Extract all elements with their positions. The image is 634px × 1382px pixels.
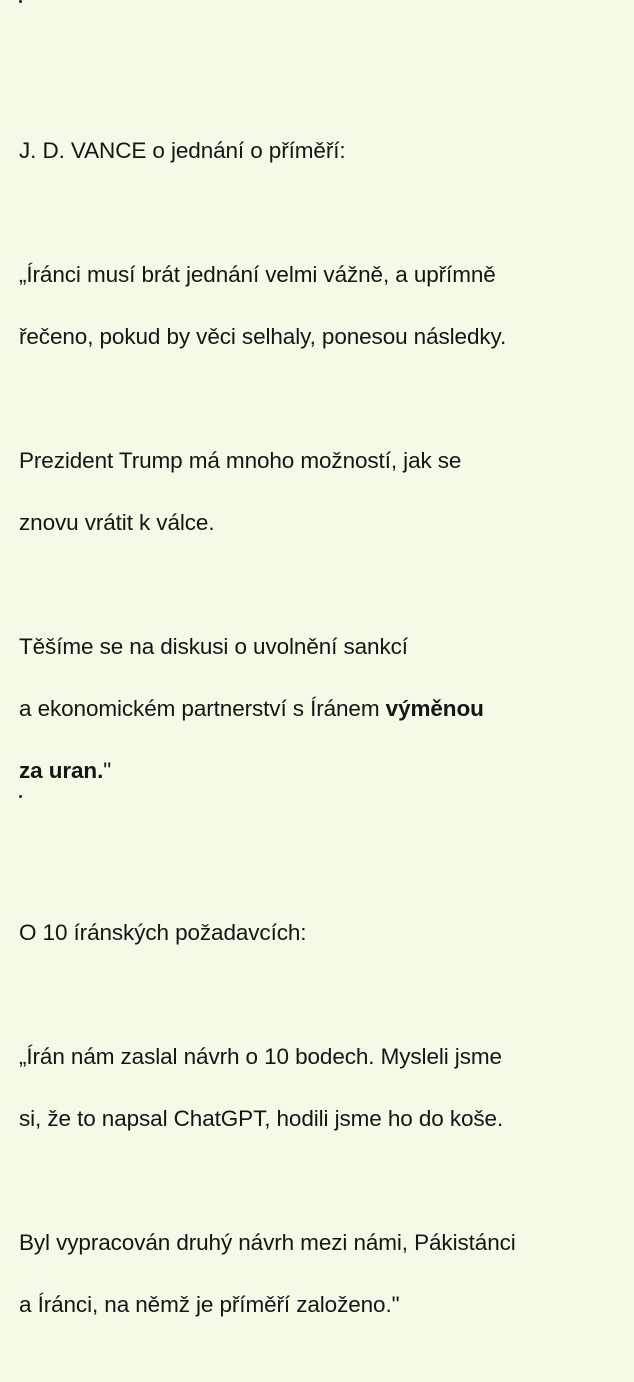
vance-heading-text: J. D. VANCE o jednání o příměří:	[19, 138, 346, 163]
quote-1-line-1: „Íránci musí brát jednání velmi vážně, a upřímně	[19, 262, 496, 287]
post-text	[19, 104, 624, 1382]
sanctions-line-3-quote: "	[103, 758, 112, 783]
top-dot	[19, 0, 22, 3]
quote-2-line-2: si, že to napsal ChatGPT, hodili jsme ho do koše.	[19, 1106, 504, 1131]
quote-1-line-2: řečeno, pokud by věci selhaly, ponesou následky.	[19, 324, 507, 349]
sanctions-paragraph	[19, 600, 624, 817]
proposal-paragraph	[19, 1196, 624, 1351]
demands-heading-text: O 10 íránských požadavcích:	[19, 920, 307, 945]
sanctions-line-1: Těšíme se na diskusi o uvolnění sankcí	[19, 634, 408, 659]
section-gap	[19, 848, 624, 886]
trump-paragraph	[19, 414, 624, 569]
quote-paragraph-2	[19, 1010, 624, 1165]
sanctions-line-2-bold: výměnou	[385, 696, 484, 721]
demands-heading	[19, 886, 624, 979]
vance-heading	[19, 104, 624, 197]
sanctions-line-2	[19, 693, 624, 724]
trump-line-2: znovu vrátit k válce.	[19, 510, 215, 535]
sanctions-line-2-text: a ekonomickém partnerství s Íránem	[19, 696, 386, 721]
proposal-line-2: a Íránci, na němž je příměří založeno."	[19, 1292, 400, 1317]
sanctions-line-3-bold: za uran.	[19, 758, 104, 783]
sanctions-line-3	[19, 755, 624, 786]
proposal-line-1: Byl vypracován druhý návrh mezi námi, Pákistánci	[19, 1230, 516, 1255]
bottom-dot	[19, 795, 22, 798]
quote-paragraph-1	[19, 228, 624, 383]
trump-line-1: Prezident Trump má mnoho možností, jak se	[19, 448, 462, 473]
quote-2-line-1: „Írán nám zaslal návrh o 10 bodech. Mysleli jsme	[19, 1044, 502, 1069]
